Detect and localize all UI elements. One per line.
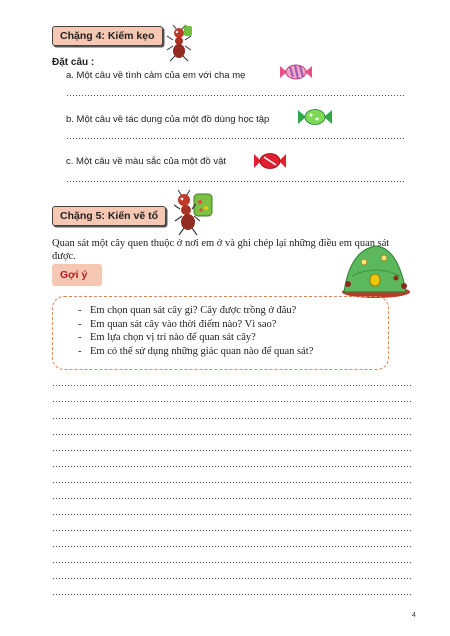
section-4-title: Chặng 4: Kiếm kẹo: [52, 26, 163, 46]
section-5-instruction-continued: được.: [52, 251, 76, 262]
writing-line[interactable]: [52, 466, 412, 467]
writing-line[interactable]: [52, 562, 412, 563]
writing-line[interactable]: [52, 594, 412, 595]
anthill-icon: [340, 240, 412, 298]
worksheet-page: Chặng 4: Kiếm kẹo Đặt câu : a. Một câu về tình cảm của em với cha mẹ b. Một câu về tác dụng của một đồ dùng học tập c. Một câu về màu sắc của một đồ vật Chặng 5: Kiến vẽ tổ Quan sát một cây quen thuộc ở nơi em ở và ghi chép lại những điều em quan sát được. Gợi ý - Em chọn quan sát cây gì? Cây được trồng ở đâu? - Em quan sát cây vào thời điểm nào? Vì sao? - Em lựa chọn vị trí nào để quan sát cây? - Em có thể sử dụng những giác quan nào để quan sát? 4: [0, 0, 450, 636]
writing-line[interactable]: [52, 530, 412, 531]
answer-line[interactable]: [66, 138, 406, 139]
writing-line[interactable]: [52, 482, 412, 483]
answer-line[interactable]: [66, 181, 406, 182]
candy-icon: [278, 62, 314, 82]
writing-line[interactable]: [52, 434, 412, 435]
writing-line[interactable]: [52, 450, 412, 451]
candy-icon: [252, 150, 288, 172]
sentence-prompt-a: a. Một câu về tình cảm của em với cha mẹ: [66, 70, 246, 81]
candy-icon: [296, 106, 334, 128]
hint-label: Gợi ý: [52, 264, 102, 286]
sentence-prompt-c: c. Một câu về màu sắc của một đồ vật: [66, 156, 226, 167]
writing-line[interactable]: [52, 498, 412, 499]
writing-line[interactable]: [52, 546, 412, 547]
writing-line[interactable]: [52, 578, 412, 579]
page-number: 4: [412, 612, 416, 619]
writing-line[interactable]: [52, 418, 412, 419]
answer-line[interactable]: [66, 95, 406, 96]
section-5-title: Chặng 5: Kiến vẽ tổ: [52, 206, 166, 226]
ant-icon: [164, 24, 196, 62]
writing-line[interactable]: [52, 514, 412, 515]
writing-line[interactable]: [52, 385, 412, 386]
writing-line[interactable]: [52, 401, 412, 402]
sentence-prompt-b: b. Một câu về tác dụng của một đồ dùng học tập: [66, 114, 270, 125]
section-4-subtitle: Đặt câu :: [52, 57, 95, 68]
ant-with-bag-icon: [170, 188, 218, 238]
section-5-instruction: Quan sát một cây quen thuộc ở nơi em ở và ghi chép lại những điều em quan sát: [52, 238, 390, 249]
